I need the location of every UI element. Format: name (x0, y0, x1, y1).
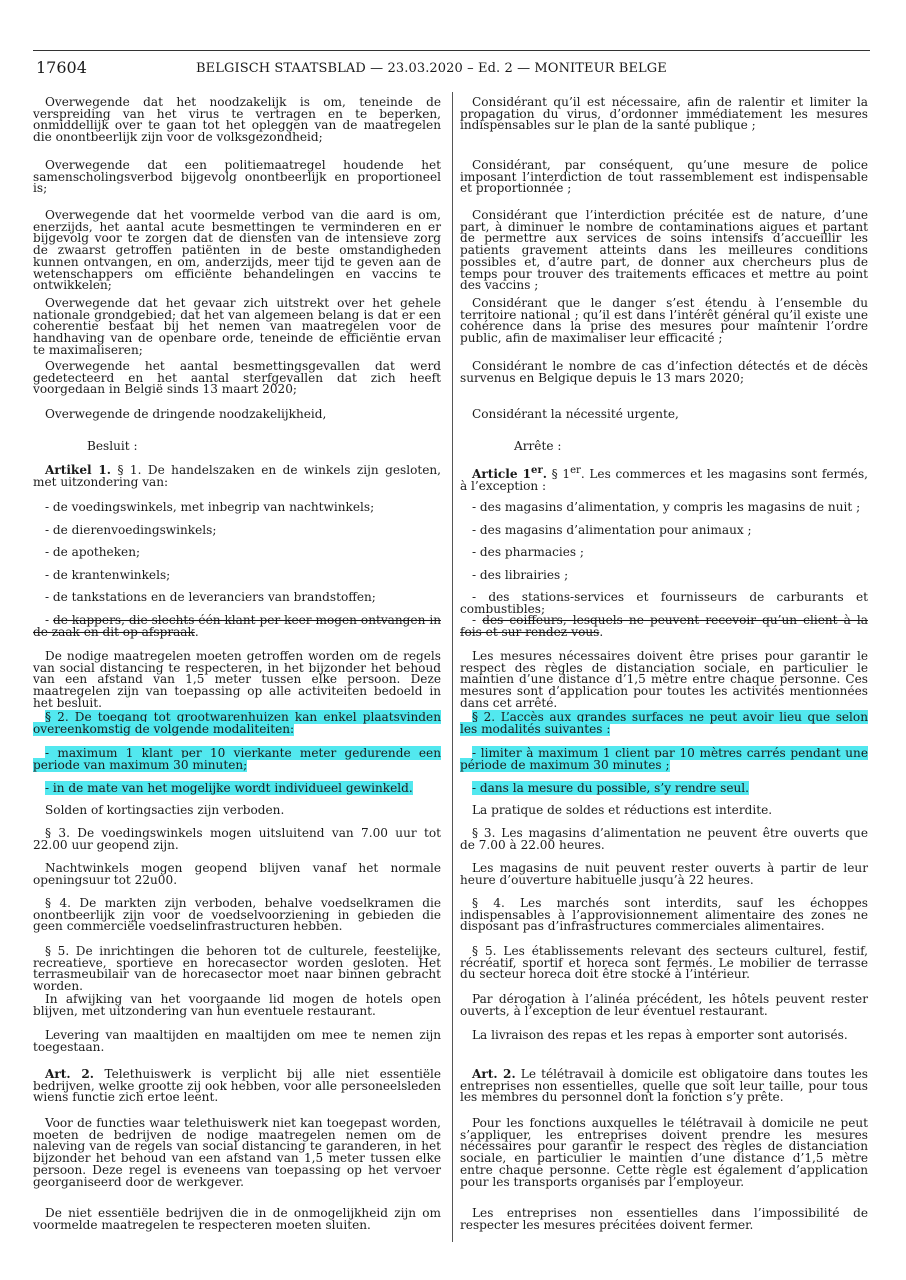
paragraph: Considérant que l’interdiction précitée est de nature, d’une part, à diminuer le nombre de contaminations aigues et partant de permettre aux services de soins intensifs d’accueillir les patients gravement atteints dans les meilleures conditions possibles et, d’autre part, de donner aux chercheurs plus de temps pour trouver des traitements efficaces et mettre au point des vaccins ; (460, 208, 868, 293)
paragraph: In afwijking van het voorgaande lid mogen de hotels open blijven, met uitzondering van hun eventuele restaurant. (33, 992, 441, 1018)
paragraph: De niet essentiële bedrijven die in de onmogelijkheid zijn om voormelde maatregelen te respecteren moeten sluiten. (33, 1206, 441, 1232)
paragraph: Levering van maaltijden en maaltijden om mee te nemen zijn toegestaan. (33, 1028, 441, 1054)
paragraph: § 5. Les établissements relevant des secteurs culturel, festif, récréatif, sportif et horeca sont fermés. Le mobilier de terrasse du secteur horeca doit être stocké à l’intérieur. (460, 944, 868, 982)
article-text: § 1 (547, 467, 571, 482)
paragraph: § 3. Les magasins d’alimentation ne peuvent être ouverts que de 7.00 à 22.00 heures. (460, 826, 868, 852)
list-item (460, 615, 868, 638)
paragraph: Overwegende dat het noodzakelijk is om, teneinde de verspreiding van het virus te vertragen en te beperken, onmiddellijk over te gaan tot het opleggen van de maatregelen die onontbeerlijk zijn voor de volksgezondheid; (33, 95, 441, 145)
paragraph: Voor de functies waar telethuiswerk niet kan toegepast worden, moeten de bedrijven de nodige maatregelen nemen om de naleving van de regels van social distancing te garanderen, in het bijzonder het behoud van een afstand van 1,5 meter tussen elke persoon. Deze regel is eveneens van toepassing op het vervoer georganiseerd door de werkgever. (33, 1116, 441, 1189)
paragraph: Overwegende dat een politiemaatregel houdende het samenscholingsverbod bijgevolg onontbeerlijk en proportioneel is; (33, 158, 441, 196)
highlighted-paragraph (460, 748, 868, 771)
highlight: - in de mate van het mogelijke wordt individueel gewinkeld. (45, 781, 413, 795)
gazette-title: BELGISCH STAATSBLAD — 23.03.2020 – Ed. 2 — MONITEUR BELGE (196, 61, 667, 76)
article-label-text: Article 1 (472, 467, 532, 482)
column-divider (452, 92, 453, 1242)
article-text: Telethuiswerk is verplicht bij alle niet essentiële bedrijven, welke grootte zij ook hebben, voor alle personeelsleden wiens functie zich ertoe leent. (33, 1067, 442, 1105)
list-item: - de voedingswinkels, met inbegrip van nachtwinkels; (45, 500, 375, 514)
paragraph: Par dérogation à l’alinéa précédent, les hôtels peuvent rester ouverts, à l’exception de leur éventuel restaurant. (460, 992, 868, 1018)
list-dash: - (472, 613, 483, 627)
paragraph: Considérant, par conséquent, qu’une mesure de police imposant l’interdiction de tout rassemblement est indispensable et proportionnée ; (460, 158, 868, 196)
list-item: - des magasins d’alimentation pour animaux ; (472, 523, 752, 537)
list-end: . (194, 624, 199, 639)
struck-text: des coiffeurs, lesquels ne peuvent recevoir qu’un client à la fois et sur rendez-vous (460, 613, 868, 639)
paragraph: Les entreprises non essentielles dans l’impossibilité de respecter les mesures précitées doivent fermer. (460, 1206, 868, 1232)
article-text: Le télétravail à domicile est obligatoire dans toutes les entreprises non essentielles, quelle que soit leur taille, pour tous les membres du personnel dont la fonction s’y prête. (460, 1067, 869, 1105)
struck-text: de kappers, die slechts één klant per keer mogen ontvangen in de zaak en dit op afspraak (33, 613, 441, 639)
highlight: - limiter à maximum 1 client par 10 mètres carrés pendant une période de maximum 30 minutes ; (460, 746, 868, 772)
paragraph: Nachtwinkels mogen geopend blijven vanaf het normale openingsuur tot 22u00. (33, 861, 441, 887)
paragraph: Les mesures nécessaires doivent être prises pour garantir le respect des règles de distanciation sociale, en particulier le maintien d’une distance d’1,5 mètre entre chaque personne. Ces mesures sont d’application pour toutes les activités mentionnées dans cet arrêté. (460, 649, 868, 710)
list-item (33, 615, 441, 638)
article-paragraph (460, 1069, 868, 1104)
list-item: - des librairies ; (472, 568, 569, 582)
article-sup: er (570, 465, 581, 476)
list-item: - de tankstations en de leveranciers van brandstoffen; (45, 590, 376, 604)
highlighted-paragraph (33, 783, 441, 795)
paragraph: Les magasins de nuit peuvent rester ouverts à partir de leur heure d’ouverture habituelle jusqu’à 22 heures. (460, 861, 868, 887)
article-text: . Les commerces et les magasins sont fermés, à l’exception : (460, 467, 869, 493)
article-label: Artikel 1. (45, 463, 112, 477)
article-label-sup: er (531, 465, 543, 476)
paragraph: § 4. De markten zijn verboden, behalve voedselkramen die onontbeerlijk zijn voor de voedselvoorziening in gebieden die geen commerciële voedselinfrastructuren hebben. (33, 896, 441, 934)
highlighted-paragraph (460, 783, 868, 795)
paragraph: Considérant qu’il est nécessaire, afin de ralentir et limiter la propagation du virus, d’ordonner immédiatement les mesures indispensables sur le plan de la santé publique ; (460, 95, 868, 133)
paragraph: Pour les fonctions auxquelles le télétravail à domicile ne peut s’appliquer, les entreprises doivent prendre les mesures nécessaires pour garantir le respect des règles de distanciation sociale, en particulier le maintien d’une distance d’1,5 mètre entre chaque personne. Cette règle est également d’application pour les transports organisés par l’employeur. (460, 1116, 868, 1189)
article-label: Art. 2. (472, 1067, 516, 1081)
highlight: - dans la mesure du possible, s’y rendre seul. (472, 781, 750, 795)
list-item: - de dierenvoedingswinkels; (45, 523, 217, 537)
decree-heading: Arrête : (514, 439, 562, 453)
decree-heading: Besluit : (87, 439, 138, 453)
paragraph: Overwegende de dringende noodzakelijkheid, (45, 407, 327, 421)
paragraph: Overwegende dat het gevaar zich uitstrekt over het gehele nationale grondgebied; dat het van algemeen belang is dat er een coherentie bestaat bij het nemen van maatregelen voor de handhaving van de openbare orde, teneinde de efficiëntie ervan te maximaliseren; (33, 296, 441, 357)
paragraph: § 4. Les marchés sont interdits, sauf les échoppes indispensables à l’approvisionnement alimentaire des zones ne disposant pas d’infrastructures commerciales alimentaires. (460, 896, 868, 934)
paragraph: La pratique de soldes et réductions est interdite. (472, 803, 773, 817)
highlighted-paragraph (460, 712, 868, 735)
article-paragraph (33, 1069, 441, 1104)
paragraph: Overwegende dat het voormelde verbod van die aard is om, enerzijds, het aantal acute besmettingen te verminderen en er bijgevolg voor te zorgen dat de diensten van de intensieve zorg de zwaarst getroffen patiënten in de beste omstandigheden kunnen ontvangen, en om, anderzijds, meer tijd te geven aan de wetenschappers om efficiënte behandelingen en vaccins te ontwikkelen; (33, 208, 441, 293)
highlight: § 2. De toegang tot grootwarenhuizen kan enkel plaatsvinden overeenkomstig de volgende modaliteiten: (33, 710, 441, 736)
paragraph: Considérant le nombre de cas d’infection détectés et de décès survenus en Belgique depuis le 13 mars 2020; (460, 359, 868, 385)
page-number: 17604 (36, 58, 87, 77)
article-paragraph (33, 465, 441, 488)
paragraph: § 3. De voedingswinkels mogen uitsluitend van 7.00 uur tot 22.00 uur geopend zijn. (33, 826, 441, 852)
list-end: . (599, 624, 604, 639)
list-item: - de krantenwinkels; (45, 568, 171, 582)
article-label: Art. 2. (45, 1067, 95, 1081)
article-label-dot: . (542, 467, 547, 482)
paragraph: Overwegende het aantal besmettingsgevallen dat werd gedetecteerd en het aantal sterfgevallen dat zich heeft voorgedaan in België sinds 13 maart 2020; (33, 359, 441, 397)
list-item: - des pharmacies ; (472, 545, 585, 559)
highlight: § 2. L’accès aux grandes surfaces ne peut avoir lieu que selon les modalités suivantes : (460, 710, 868, 736)
list-dash: - (45, 613, 54, 627)
highlight: - maximum 1 klant per 10 vierkante meter gedurende een periode van maximum 30 minuten; (33, 746, 441, 772)
header-rule (33, 50, 870, 51)
paragraph: Considérant la nécessité urgente, (472, 407, 679, 421)
list-item: - de apotheken; (45, 545, 141, 559)
highlighted-paragraph (33, 748, 441, 771)
paragraph: Solden of kortingsacties zijn verboden. (45, 803, 285, 817)
paragraph: Considérant que le danger s’est étendu à l’ensemble du territoire national ; qu’il est dans l’intérêt général qu’il existe une cohérence dans la prise des mesures pour maintenir l’ordre public, afin de maximaliser leur efficacité ; (460, 296, 868, 346)
list-item: - des magasins d’alimentation, y compris les magasins de nuit ; (472, 500, 861, 514)
paragraph: La livraison des repas et les repas à emporter sont autorisés. (472, 1028, 848, 1042)
article-text: § 1. De handelszaken en de winkels zijn gesloten, met uitzondering van: (33, 463, 441, 489)
highlighted-paragraph (33, 712, 441, 735)
list-item: - des stations-services et fournisseurs de carburants et combustibles; (460, 590, 868, 616)
paragraph: § 5. De inrichtingen die behoren tot de culturele, feestelijke, recreatieve, sportieve en horecasector worden gesloten. Het terrasmeubilair van de horecasector moet naar binnen gebracht worden. (33, 944, 441, 994)
paragraph: De nodige maatregelen moeten getroffen worden om de regels van social distancing te respecteren, in het bijzonder het behoud van een afstand van 1,5 meter tussen elke persoon. Deze maatregelen zijn van toepassing op alle activiteiten bedoeld in het besluit. (33, 649, 441, 710)
article-paragraph (460, 465, 868, 492)
